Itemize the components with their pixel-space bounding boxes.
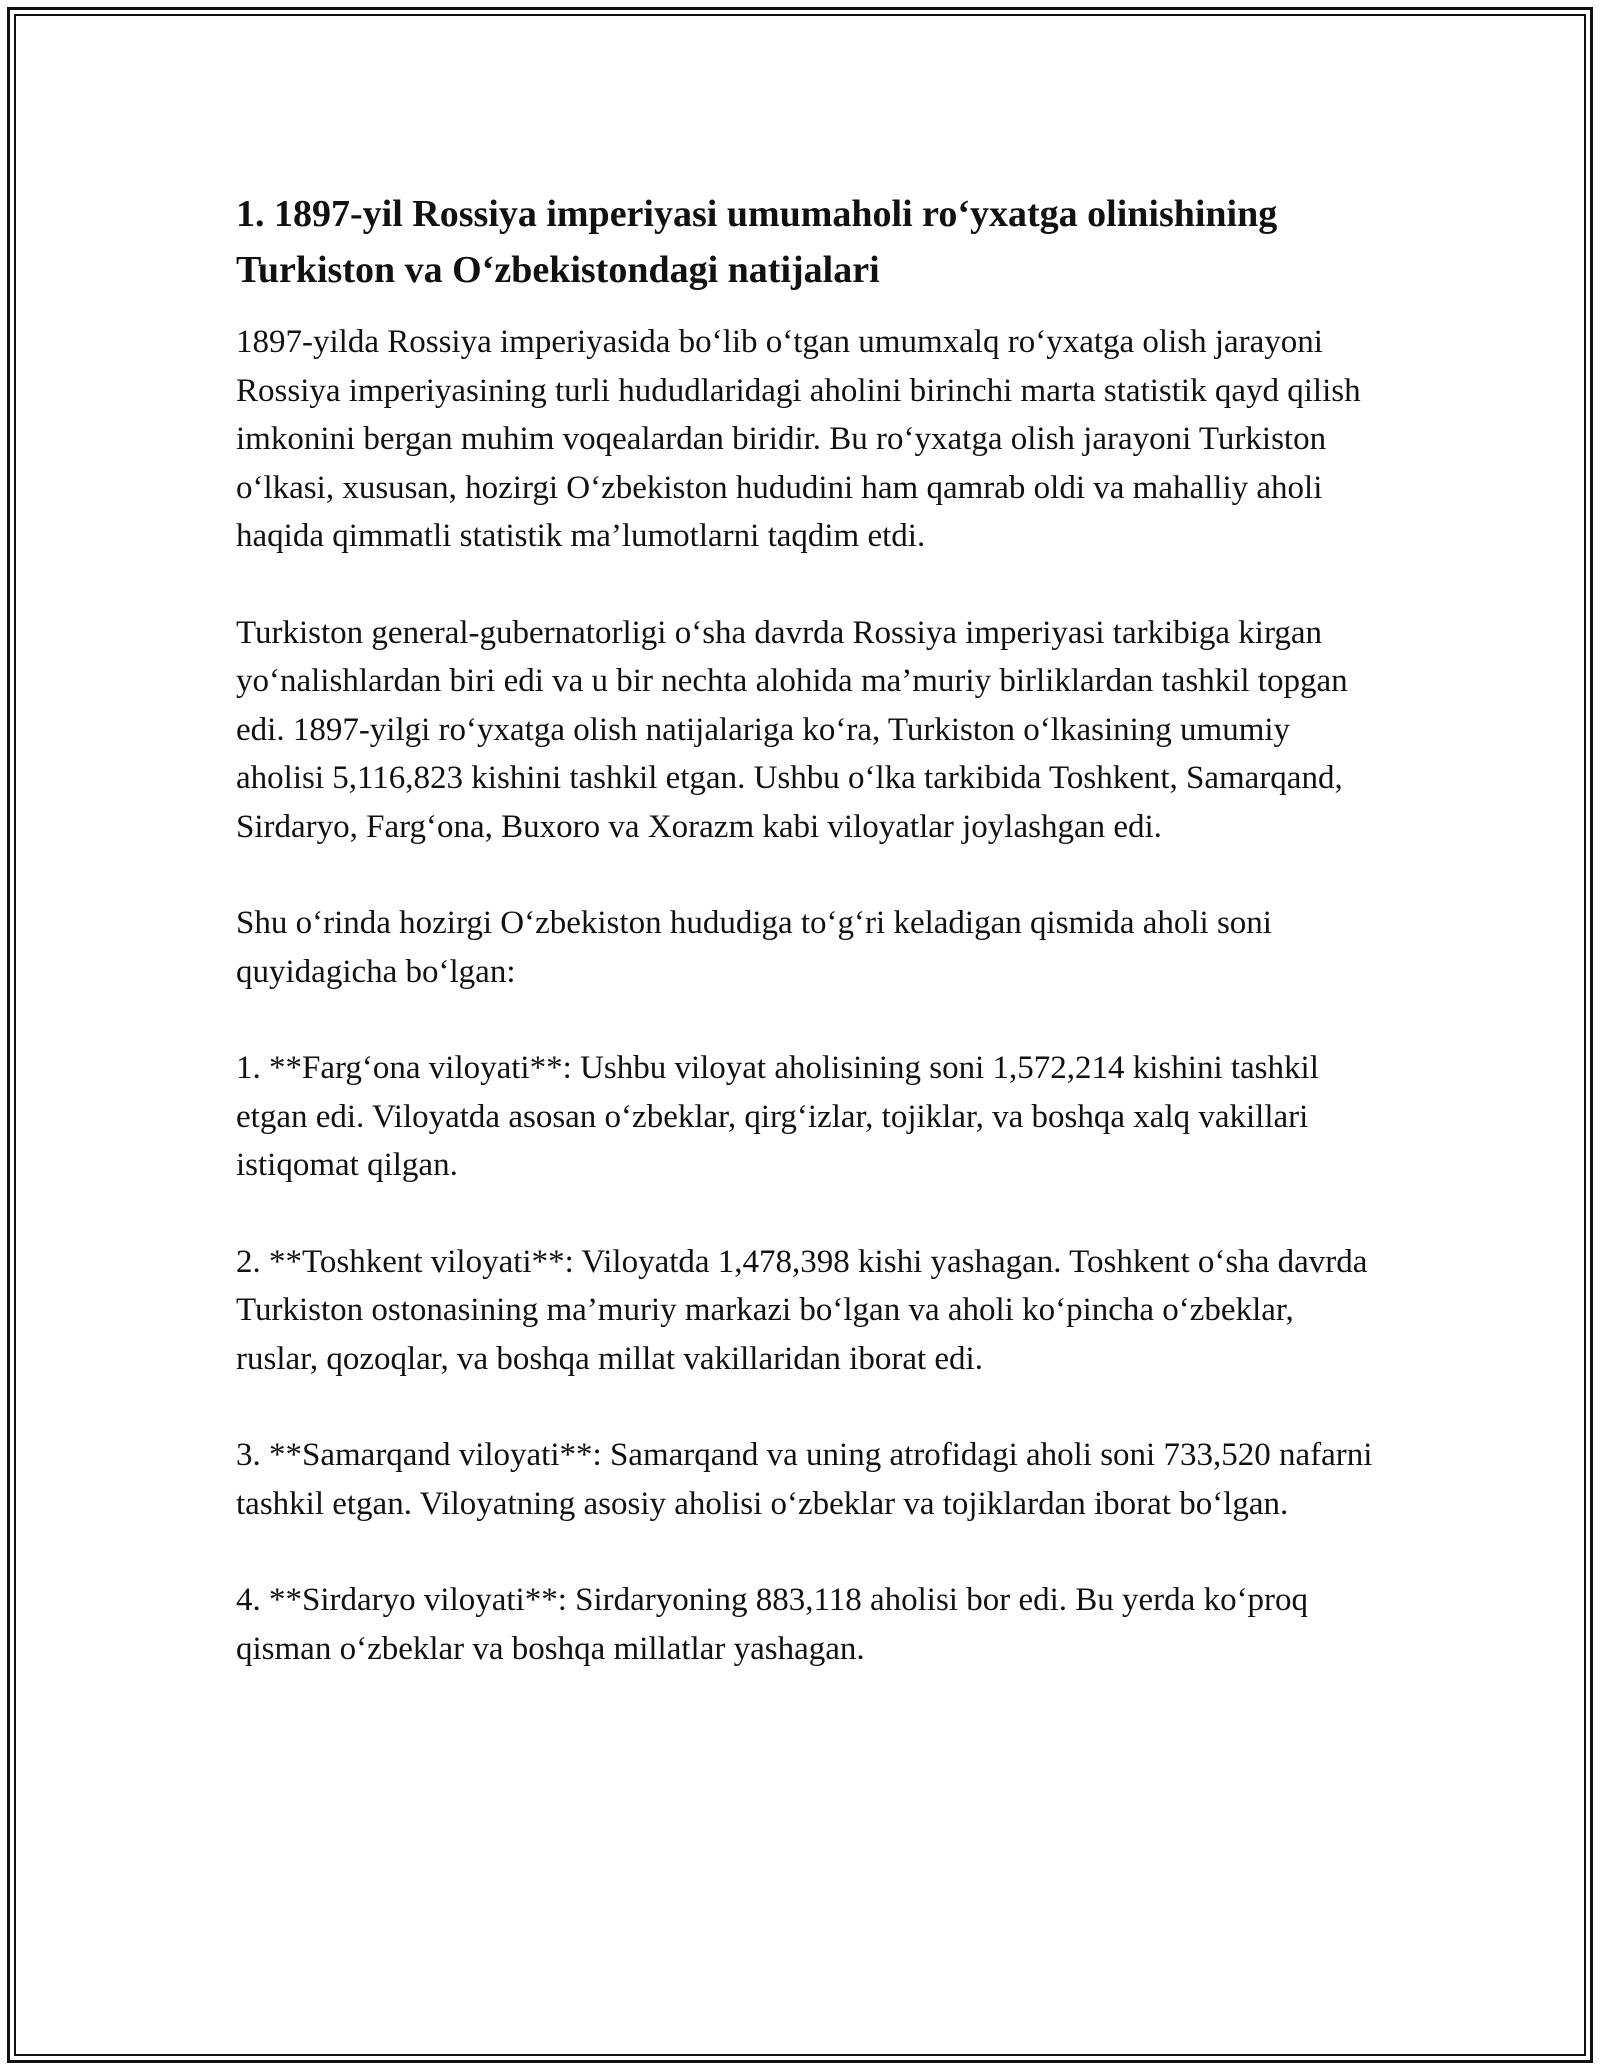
- intro-paragraph: 1897-yilda Rossiya imperiyasida bo‘lib o‘tgan umumxalq ro‘yxatga olish jarayoni Rossiya imperiyasining turli hududlaridagi aholini birinchi marta statistik qayd qilish imkonini bergan muhim voqealardan biridir. Bu ro‘yxatga olish jarayoni Turkiston o‘lkasi, xususan, hozirgi O‘zbekiston hududini ham qamrab oldi va mahalliy aholi haqida qimmatli statistik ma’lumotlarni taqdim etdi.: [236, 324, 1361, 554]
- list-item-fergana: 1. **Farg‘ona viloyati**: Ushbu viloyat aholisining soni 1,572,214 kishini tashkil etgan edi. Viloyatda asosan o‘zbeklar, qirg‘izlar, tojiklar, va boshqa xalq vakillari istiqomat qilgan.: [236, 1050, 1319, 1183]
- document-body: [236, 186, 1376, 1721]
- list-item-samarkand: 3. **Samarqand viloyati**: Samarqand va uning atrofidagi aholi soni 733,520 nafarni tashkil etgan. Viloyatning asosiy aholisi o‘zbeklar va tojiklardan iborat bo‘lgan.: [236, 1437, 1373, 1522]
- population-intro-paragraph: Shu o‘rinda hozirgi O‘zbekiston hududiga to‘g‘ri keladigan qismida aholi soni quyidagicha bo‘lgan:: [236, 905, 1272, 990]
- list-item-tashkent: 2. **Toshkent viloyati**: Viloyatda 1,478,398 kishi yashagan. Toshkent o‘sha davrda Turkiston ostonasining ma’muriy markazi bo‘lgan va aholi ko‘pincha o‘zbeklar, ruslar, qozoqlar, va boshqa millat vakillaridan iborat edi.: [236, 1243, 1368, 1377]
- list-item-syrdarya: 4. **Sirdaryo viloyati**: Sirdaryoning 883,118 aholisi bor edi. Bu yerda ko‘proq qisman o‘zbeklar va boshqa millatlar yashagan.: [236, 1582, 1309, 1667]
- governorate-paragraph: Turkiston general-gubernatorligi o‘sha davrda Rossiya imperiyasi tarkibiga kirgan yo‘nalishlardan biri edi va u bir nechta alohida ma’muriy birliklardan tashkil topgan edi. 1897-yilgi ro‘yxatga olish natijalariga ko‘ra, Turkiston o‘lkasining umumiy aholisi 5,116,823 kishini tashkil etgan. Ushbu o‘lka tarkibida Toshkent, Samarqand, Sirdaryo, Farg‘ona, Buxoro va Xorazm kabi viloyatlar joylashgan edi.: [236, 614, 1348, 845]
- document-title: 1. 1897-yil Rossiya imperiyasi umumaholi ro‘yxatga olinishining Turkiston va O‘zbekistondagi natijalari: [236, 193, 1278, 291]
